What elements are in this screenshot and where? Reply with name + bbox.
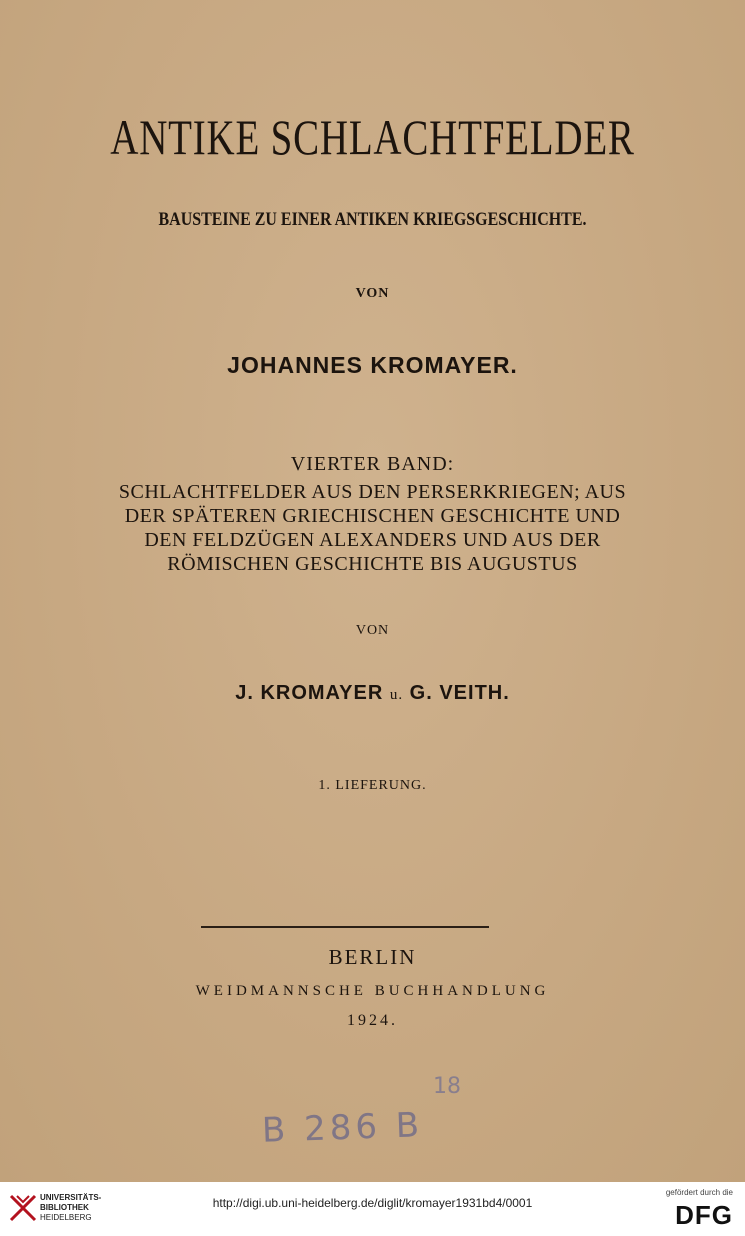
publication-city: BERLIN [328,945,417,969]
by-label: VON [355,286,390,301]
volume-authors [0,682,745,705]
book-subtitle: BAUSTEINE ZU EINER ANTIKEN KRIEGSGESCHICHTE. [158,209,587,230]
footer-bar [0,1182,745,1236]
series-author: JOHANNES KROMAYER. [227,352,518,378]
author-second: G. VEITH. [409,682,510,704]
publication-year: 1924. [347,1012,398,1029]
book-title: ANTIKE SCHLACHTFELDER [110,109,635,165]
author-first: J. KROMAYER [235,682,384,704]
by-label-2: VON [355,623,390,638]
library-name[interactable]: UNIVERSITÄTS- BIBLIOTHEK HEIDELBERG [40,1193,102,1222]
description-line: SCHLACHTFELDER AUS DEN PERSERKRIEGEN; AUS [118,481,627,503]
dfg-logo[interactable]: DFG [675,1200,733,1230]
divider-rule [201,926,489,928]
volume-label: VIERTER BAND: [290,453,455,475]
volume-description [0,480,745,576]
installment: 1. LIEFERUNG. [318,778,427,793]
author-conjunction: u. [389,687,404,703]
permalink-url[interactable]: http://digi.ub.uni-heidelberg.de/diglit/kromayer1931bd4/0001 [212,1196,533,1210]
funding-label: gefördert durch die [665,1188,733,1197]
description-line: RÖMISCHEN GESCHICHTE BIS AUGUSTUS [167,553,578,575]
description-line: DER SPÄTEREN GRIECHISCHEN GESCHICHTE UND [124,505,621,527]
description-line: DEN FELDZÜGEN ALEXANDERS UND AUS DER [144,529,601,551]
pencil-note: 18 [433,1074,461,1099]
publisher: WEIDMANNSCHE BUCHHANDLUNG [195,983,550,999]
shelfmark-stamp: B 286 B [261,1105,424,1151]
